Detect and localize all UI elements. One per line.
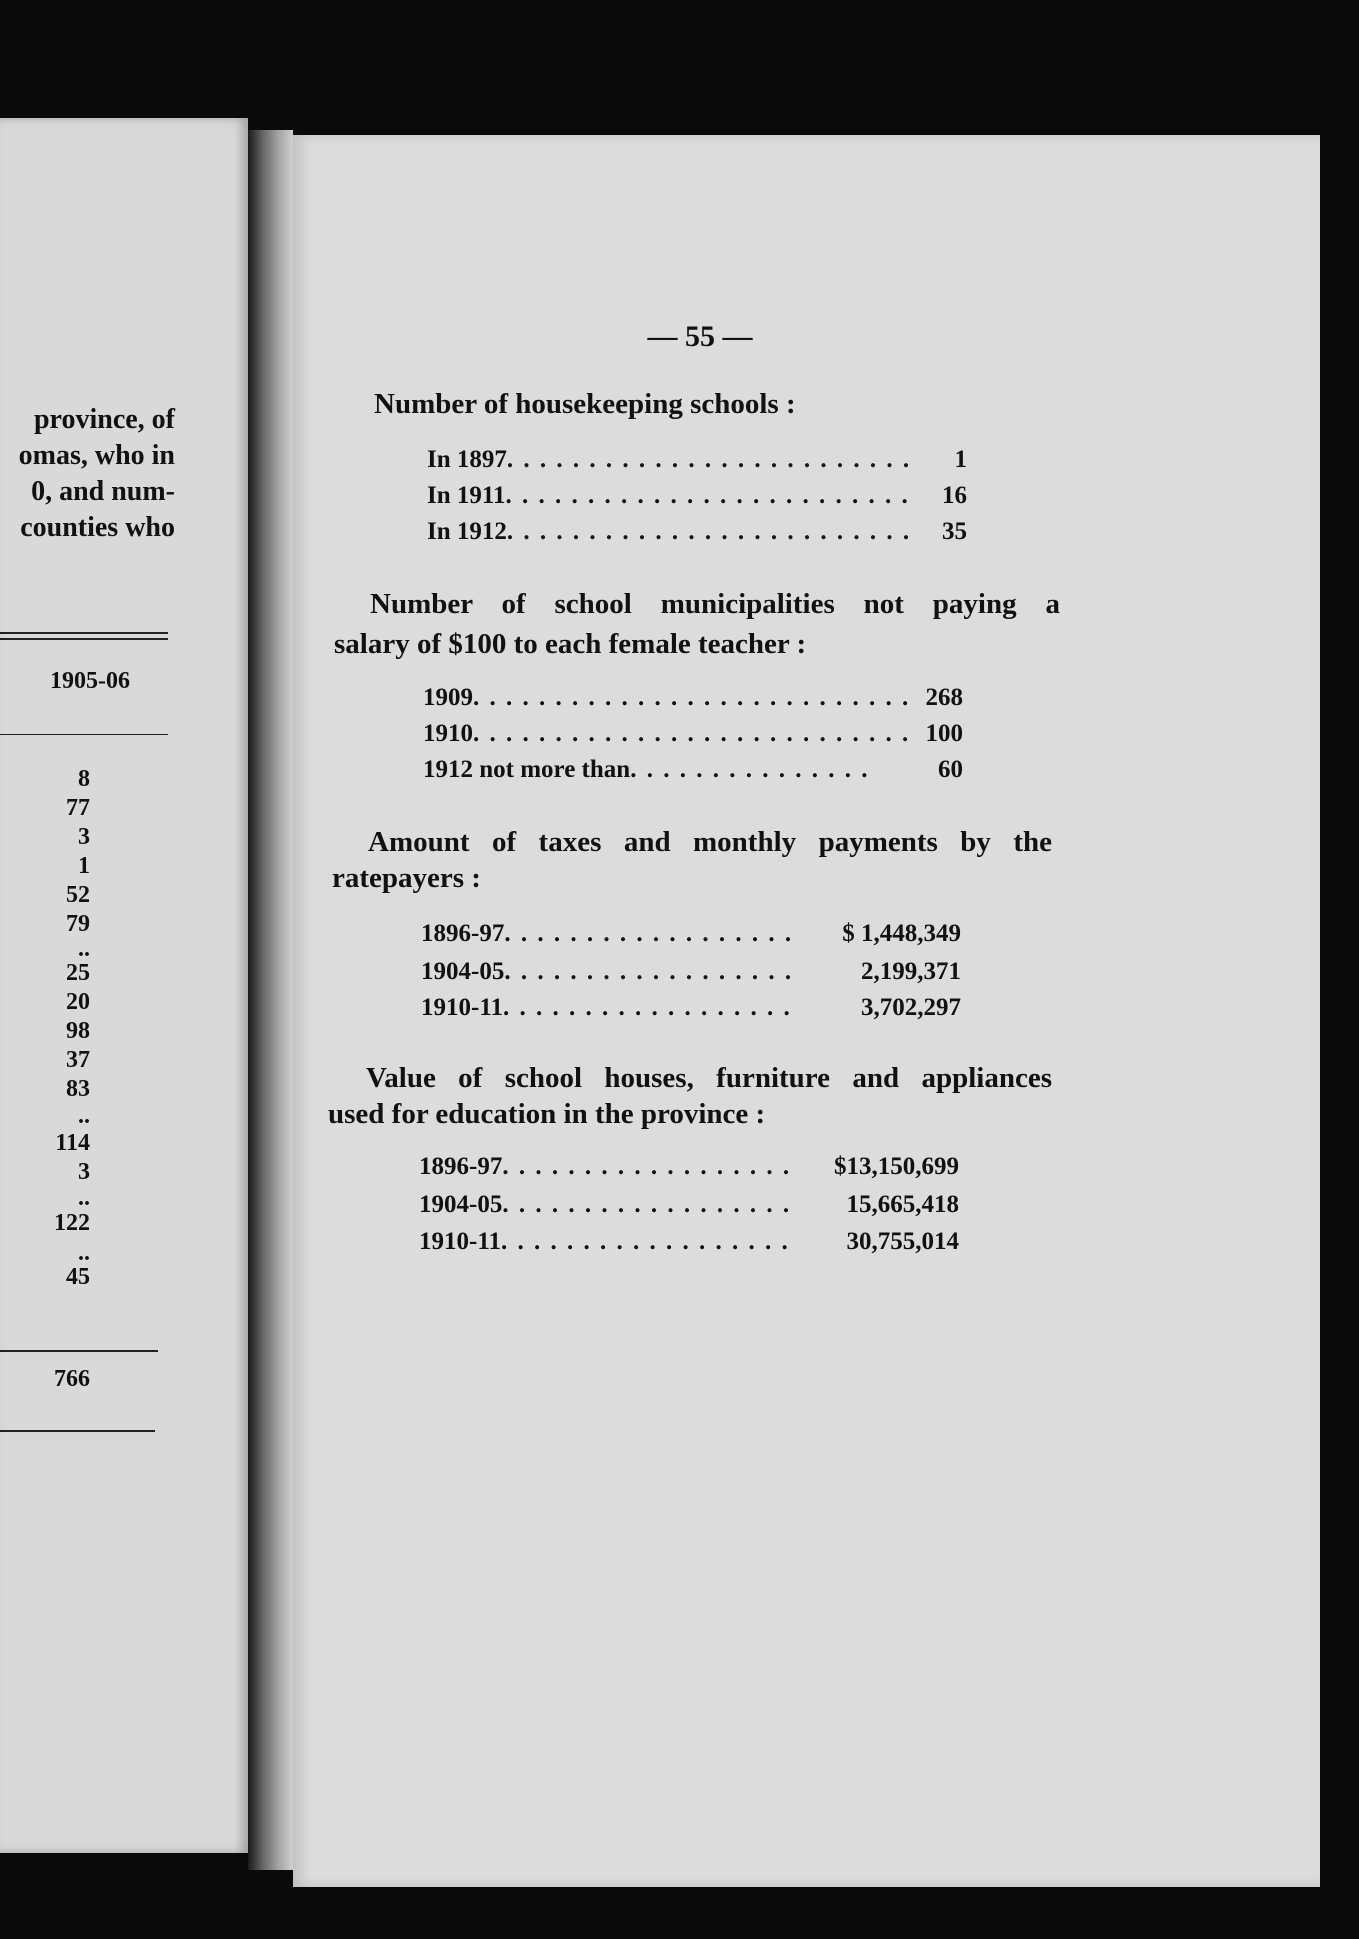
total-rule [0,1350,158,1352]
list-item [419,1228,959,1256]
leader-dots: . . . . . . . . . . . . . . . . . . . . . . . . . . . [473,684,911,711]
table-total: 766 [54,1366,90,1392]
row-label: 1896-97 [419,1153,503,1180]
row-value: $13,150,699 [834,1153,959,1180]
left-text-line: counties who [20,512,175,543]
section-heading: ratepayers : [332,862,481,894]
list-item [427,446,967,474]
list-item [421,994,961,1022]
leader-dots: . . . . . . . . . . . . . . . . . . [504,958,794,985]
leader-dots: . . . . . . . . . . . . . . . . . . [504,920,794,947]
row-value: 30,755,014 [846,1228,959,1255]
left-text-line: 0, and num- [31,476,175,507]
section-heading: Amount of taxes and monthly payments by the [368,826,1052,858]
row-label: In 1897 [427,446,507,473]
row-label: 1904-05 [419,1191,503,1218]
table-cell: 25 [66,960,90,986]
row-label: 1912 not more than [423,756,631,783]
bottom-rule [0,1430,155,1432]
leader-dots: . . . . . . . . . . . . . . . . . . . . . . . . . [505,482,910,509]
left-text-line: omas, who in [18,440,175,471]
list-item [421,920,961,948]
list-item [419,1191,959,1219]
page-number: — 55 — [647,320,753,353]
row-value: 16 [942,482,967,509]
table-cell: 114 [55,1130,90,1156]
list-item [423,684,963,712]
list-item [427,518,967,546]
leader-dots: . . . . . . . . . . . . . . . . . . [502,994,792,1021]
left-text-line: province, of [33,404,175,435]
section-heading: Number of housekeeping schools : [374,388,796,420]
section-heading: Value of school houses, furniture and appliances [366,1062,1052,1094]
row-label: 1896-97 [421,920,505,947]
section-heading: salary of $100 to each female teacher : [334,628,807,660]
row-value: 268 [925,684,963,711]
row-value: 100 [925,720,963,747]
table-cell: 122 [54,1210,90,1236]
row-label: 1904-05 [421,958,505,985]
table-cell: 1 [78,853,90,879]
table-cell: 20 [66,989,90,1015]
list-item [421,958,961,986]
leader-dots: . . . . . . . . . . . . . . . . . . [502,1191,792,1218]
leader-dots: . . . . . . . . . . . . . . . . . . [502,1153,792,1180]
row-value: 3,702,297 [861,994,961,1021]
table-cell: 98 [66,1018,90,1044]
leader-dots: . . . . . . . . . . . . . . . . . . [500,1228,790,1255]
row-value: 15,665,418 [846,1191,959,1218]
row-label: In 1912 [427,518,507,545]
row-label: 1910-11 [419,1228,501,1255]
left-page-fragment [0,118,248,1853]
table-cell: .. [78,936,90,962]
header-rule [0,734,168,735]
table-top-rule [0,632,168,634]
leader-dots: . . . . . . . . . . . . . . . . . . . . . . . . . [506,518,912,545]
leader-dots: . . . . . . . . . . . . . . . . . . . . . . . . . [506,446,912,473]
row-value: 1 [954,446,967,473]
table-top-rule [0,638,168,640]
column-header: 1905-06 [50,668,130,694]
table-cell: 45 [66,1264,90,1290]
row-label: 1909 [423,684,473,711]
leader-dots: . . . . . . . . . . . . . . . . . . . . . . . . . . . [473,720,911,747]
leader-dots: . . . . . . . . . . . . . . . [630,756,870,783]
row-label: 1910-11 [421,994,503,1021]
table-cell: 8 [78,766,90,792]
list-item [419,1153,959,1181]
list-item [423,756,963,784]
table-cell: .. [78,1103,90,1129]
list-item [423,720,963,748]
book-gutter [248,130,293,1870]
row-label: 1910 [423,720,473,747]
table-cell: 3 [78,824,90,850]
row-value: 60 [938,756,963,783]
table-cell: 52 [66,882,90,908]
row-value: $ 1,448,349 [842,920,961,947]
table-cell: 77 [66,795,90,821]
section-heading: Number of school municipalities not paying a [370,588,1060,620]
table-cell: 79 [66,911,90,937]
section-heading: used for education in the province : [328,1098,766,1130]
row-label: In 1911 [427,482,506,509]
table-cell: 3 [78,1159,90,1185]
table-cell: .. [78,1240,90,1266]
table-cell: .. [78,1185,90,1211]
row-value: 2,199,371 [861,958,961,985]
table-cell: 37 [66,1047,90,1073]
row-value: 35 [942,518,967,545]
table-cell: 83 [66,1076,90,1102]
list-item [427,482,967,510]
